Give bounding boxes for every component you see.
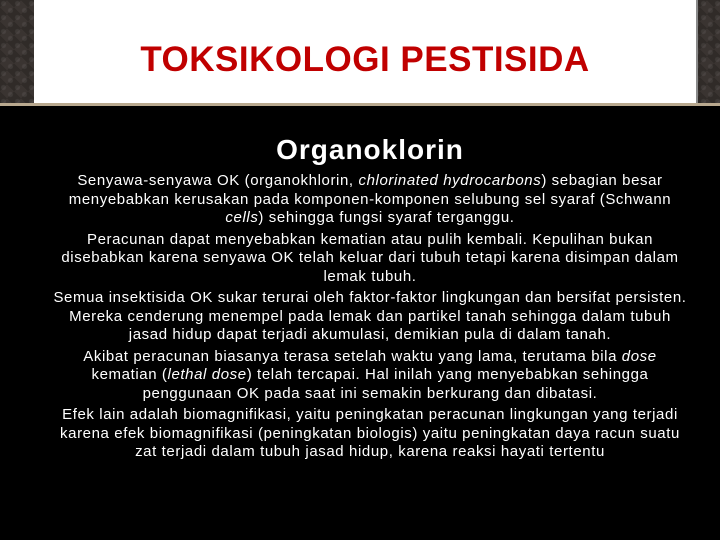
paragraph-list xyxy=(50,172,690,462)
text-run: Akibat peracunan biasanya terasa setelah waktu yang lama, terutama bila xyxy=(83,347,622,365)
italic-term: chlorinated hydrocarbons xyxy=(358,172,542,189)
body-paragraph xyxy=(50,289,690,345)
body-paragraph xyxy=(50,231,690,287)
italic-term: lethal dose xyxy=(167,366,247,383)
body-paragraph xyxy=(50,348,690,404)
text-run: ) sebagian besar menyebabkan kerusakan pada komponen-komponen selubung sel syaraf (Schwann xyxy=(68,172,672,208)
text-run: Peracunan dapat menyebabkan kematian atau pulih kembali. Kepulihan bukan disebabkan karena senyawa OK telah keluar dari tubuh tetapi karena disimpan dalam lemak tubuh. xyxy=(61,230,679,285)
text-run: ) sehingga fungsi syaraf terganggu. xyxy=(258,209,515,226)
text-run: Efek lain adalah biomagnifikasi, yaitu peningkatan peracunan lingkungan yang terjadi karena efek biomagnifikasi (peningkatan biologis) yaitu peningkatan daya racun suatu zat terjadi dalam tubuh jasad hidup, karena reaksi hayati tertentu xyxy=(60,406,680,460)
title-box xyxy=(34,0,698,103)
italic-term: cells xyxy=(225,209,259,226)
body-paragraph xyxy=(50,172,690,228)
title-separator xyxy=(0,103,720,106)
text-run: Senyawa-senyawa OK (organokhlorin, xyxy=(77,172,359,189)
italic-term: dose xyxy=(621,347,657,365)
body-paragraph xyxy=(50,406,690,462)
text-run: ) telah tercapai. Hal inilah yang menyebabkan sehingga penggunaan OK pada saat ini semakin berkurang dan dibatasi. xyxy=(142,366,649,402)
text-run: Semua insektisida OK sukar terurai oleh faktor-faktor lingkungan dan bersifat persisten. Mereka cenderung menempel pada lemak dan partikel tanah sehingga dalam tubuh jasad hidup dapat terjadi akumulasi, demikian pula di dalam tanah. xyxy=(53,289,687,343)
slide-body xyxy=(50,132,690,465)
text-run: kematian ( xyxy=(91,366,168,383)
slide-title: TOKSIKOLOGI PESTISIDA xyxy=(140,40,590,79)
slide-subheading: Organoklorin xyxy=(276,134,464,165)
